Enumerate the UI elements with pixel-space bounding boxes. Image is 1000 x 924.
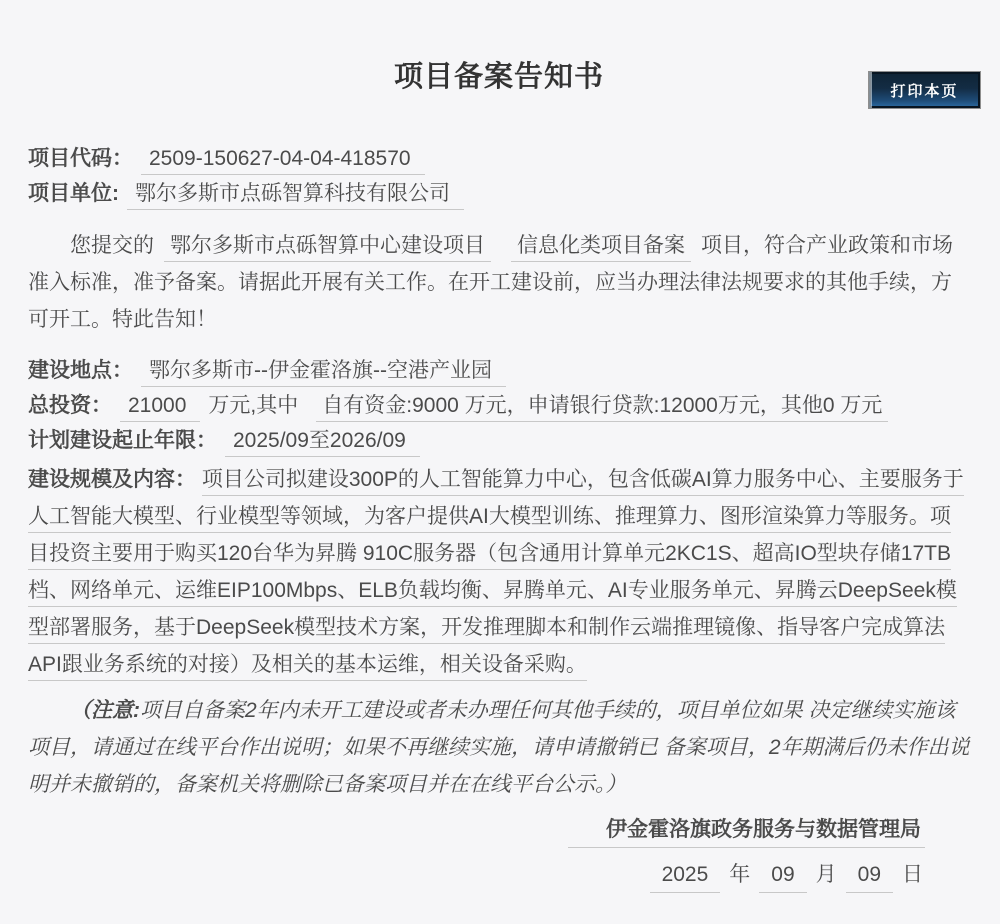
scope-label: 建设规模及内容： [28, 468, 196, 491]
issue-date-day-unit: 日 [902, 863, 923, 886]
signature-block [28, 815, 970, 890]
project-name-value: 鄂尔多斯市点砾智算中心建设项目 [164, 234, 491, 262]
project-unit-label: 项目单位: [28, 182, 119, 205]
notice-paragraph [28, 692, 970, 803]
investment-row [28, 388, 970, 423]
page-title: 项目备案告知书 [393, 61, 604, 93]
notice-document-page [0, 54, 1000, 924]
issue-date-month-unit: 月 [815, 863, 837, 886]
issuing-authority-name: 伊金霍洛旗政务服务与数据管理局 [568, 818, 925, 848]
issue-date-day: 09 [846, 863, 893, 893]
project-details-section [28, 353, 970, 683]
project-unit-value: 鄂尔多斯市点砾智算科技有限公司 [127, 182, 464, 210]
project-code-row [28, 141, 970, 176]
location-label: 建设地点： [28, 359, 133, 382]
issue-date-year-unit: 年 [729, 863, 751, 886]
project-meta-section [28, 141, 970, 211]
investment-mid-text: 万元,其中 [208, 394, 299, 417]
project-unit-row [28, 176, 970, 211]
notice-prefix: （注意: [70, 699, 140, 722]
investment-breakdown-value: 自有资金:9000 万元，申请银行贷款:12000万元，其他0 万元 [316, 394, 888, 422]
approval-body: 项目，符合产业政策和市场准入标准，准予备案。请据此开展有关工作。在开工建设前，应当办理法律法规要求的其他手续，方可开工。特此告知！ [28, 234, 953, 331]
issue-date-month: 09 [759, 863, 806, 893]
print-page-button[interactable]: 打印本页 [868, 71, 981, 109]
construction-period-row [28, 423, 970, 458]
approval-paragraph [28, 227, 970, 338]
investment-total-value: 21000 [120, 394, 200, 422]
scope-paragraph [28, 461, 970, 683]
approval-prefix: 您提交的 [70, 234, 154, 257]
location-value: 鄂尔多斯市--伊金霍洛旗--空港产业园 [141, 359, 506, 387]
notice-body: 项目自备案2年内未开工建设或者未办理任何其他手续的，项目单位如果 决定继续实施该项目，请通过在线平台作出说明；如果不再继续实施，请申请撤销已 备案项目，2年期满后仍未作出说明并未撤销的，备案机关将删除已备案项目并在在线平台公示。） [28, 699, 970, 796]
project-code-value: 2509-150627-04-04-418570 [141, 147, 425, 175]
period-value: 2025/09至2026/09 [225, 429, 420, 457]
issue-date-year: 2025 [650, 863, 721, 893]
project-category-value: 信息化类项目备案 [511, 234, 691, 262]
issuing-authority-line [28, 815, 970, 845]
scope-value: 项目公司拟建设300P的人工智能算力中心，包含低碳AI算力服务中心、主要服务于人工智能大模型、行业模型等领域，为客户提供AI大模型训练、推理算力、图形渲染算力等服务。项目投资主要用于购买120台华为昇腾 910C服务器（包含通用计算单元2KC1S、超高IO型块存储17TB档、网络单元、运维EIP100Mbps、ELB负载均衡、昇腾单元、AI专业服务单元、昇腾云DeepSeek模型部署服务，基于DeepSeek模型技术方案，开发推理脚本和制作云端推理镜像、指导客户完成算法API跟业务系统的对接）及相关的基本运维，相关设备采购。 [28, 468, 964, 681]
period-label: 计划建设起止年限： [28, 429, 217, 452]
location-row [28, 353, 970, 388]
investment-label: 总投资： [28, 394, 112, 417]
project-code-label: 项目代码： [28, 147, 133, 170]
issue-date-line [28, 860, 970, 890]
